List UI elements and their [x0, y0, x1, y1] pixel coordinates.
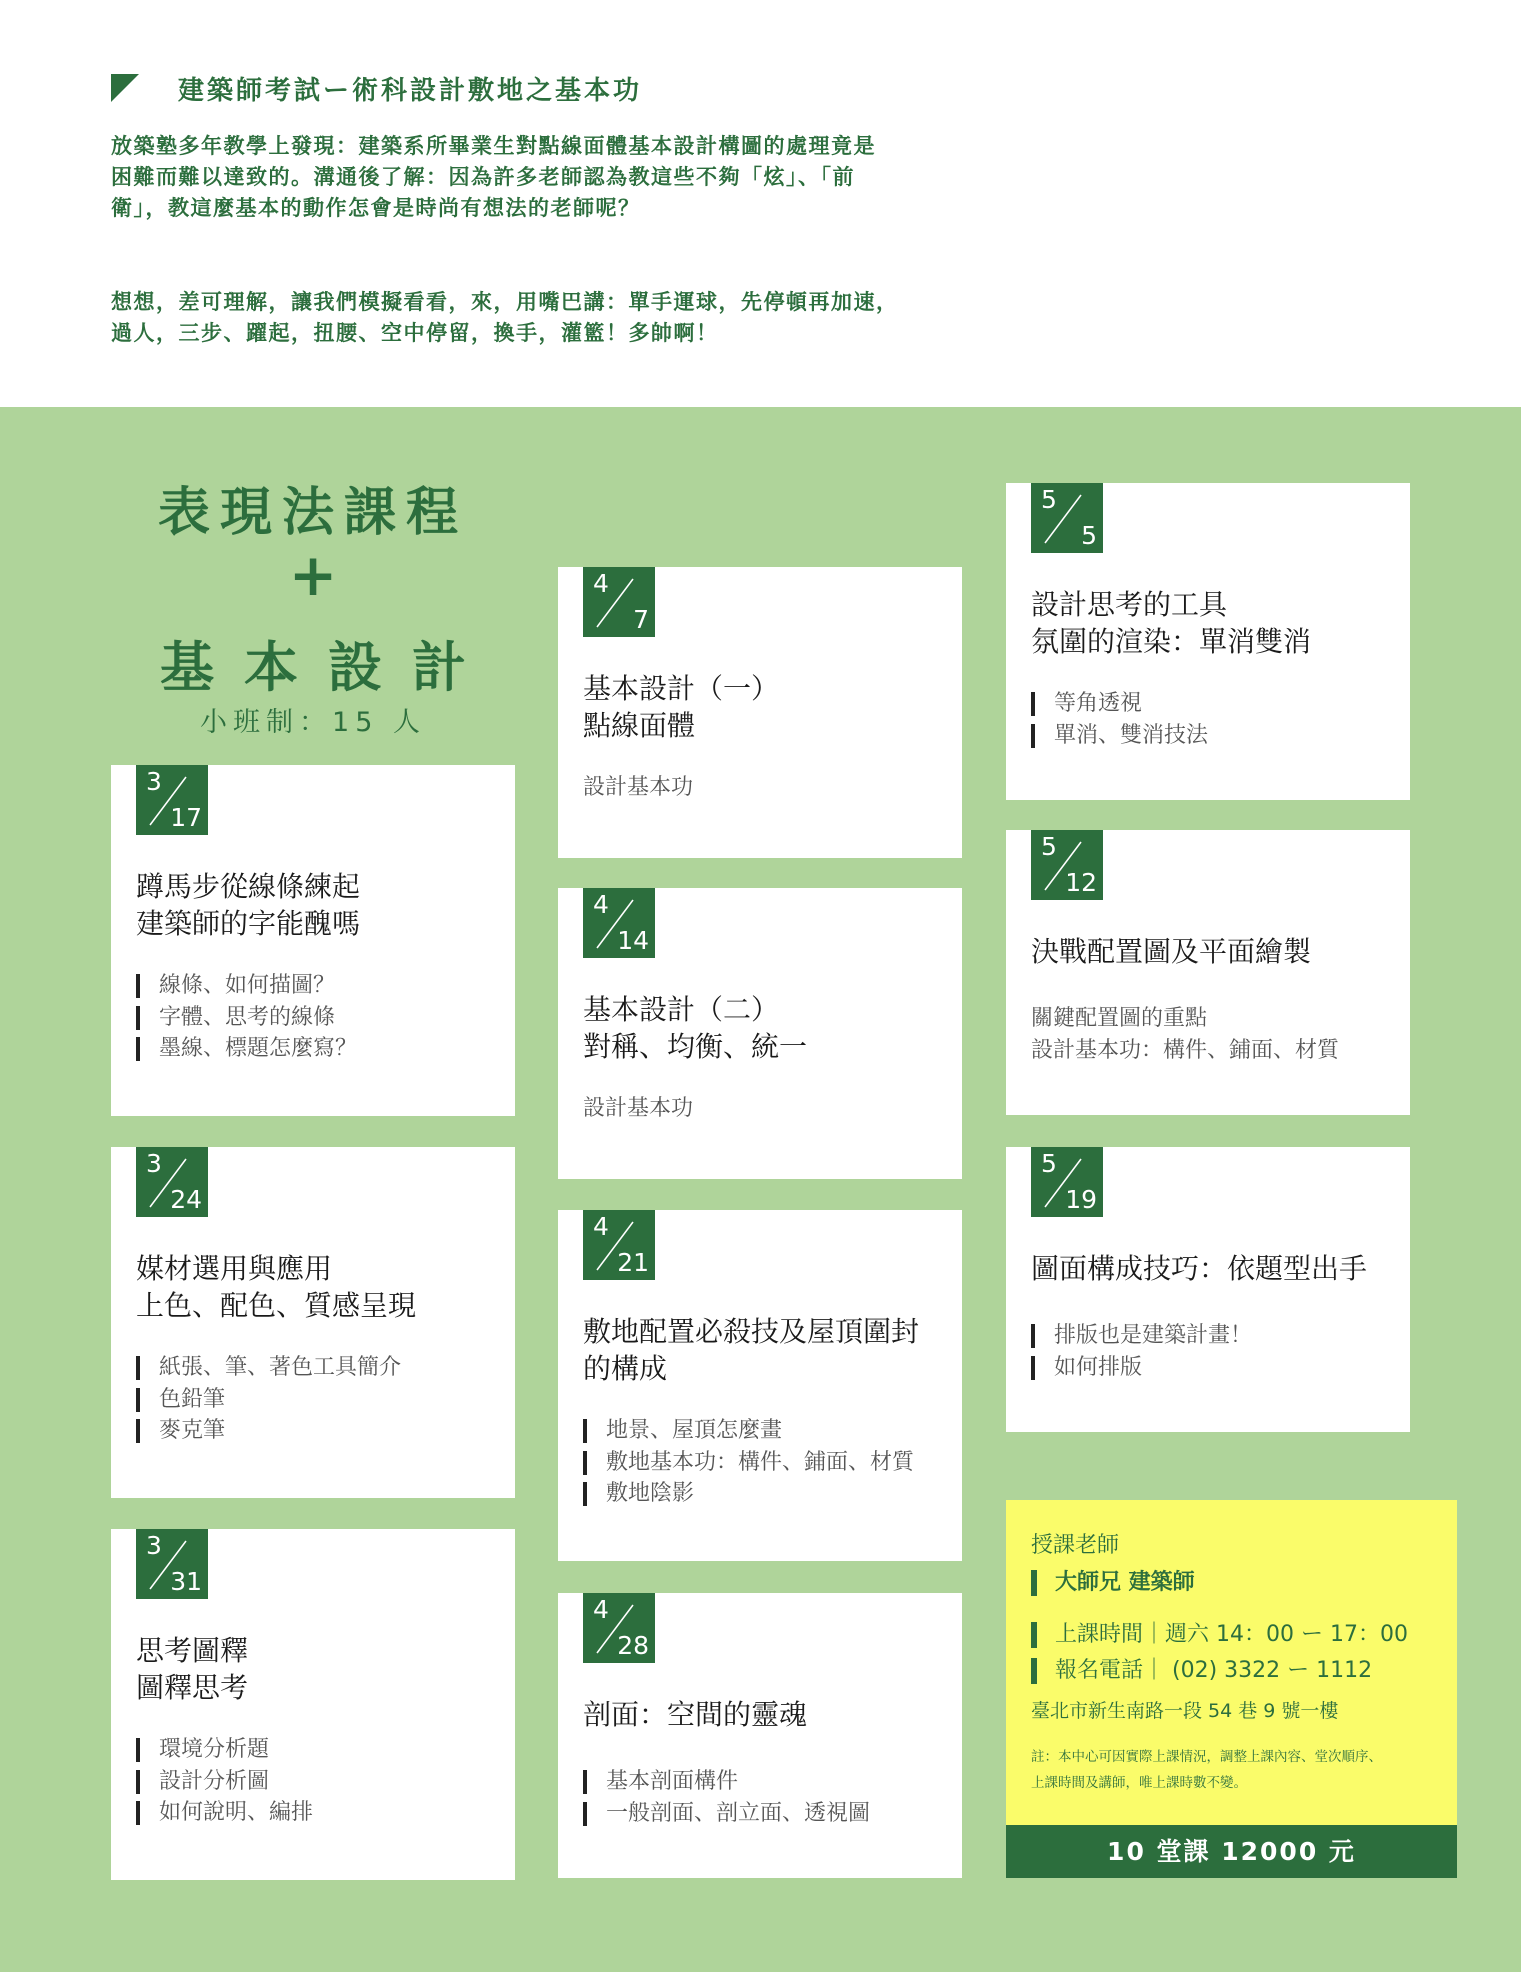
- class-size: 小班制：15 人: [200, 707, 426, 738]
- date-month: 3: [146, 767, 162, 796]
- course-title-line: 上色、配色、質感呈現: [136, 1289, 417, 1322]
- date-day: 17: [170, 803, 202, 832]
- date-badge: [1031, 830, 1103, 900]
- course-title-line: 基本設計（二）: [583, 993, 780, 1026]
- hero-title-2: 基本設計: [160, 635, 496, 699]
- course-topic: 墨線、標題怎麼寫？: [136, 1037, 503, 1061]
- course-topics: [583, 1093, 950, 1125]
- course-title: [136, 1632, 503, 1706]
- hero-plus: +: [288, 541, 338, 609]
- date-month: 4: [593, 569, 609, 598]
- date-day: 7: [633, 605, 649, 634]
- intro-p1-line: 衛」，教這麼基本的動作怎會是時尚有想法的老師呢？: [111, 195, 641, 220]
- course-title: [583, 670, 950, 744]
- class-time: 上課時間｜週六 14：00 ー 17：00: [1031, 1622, 1408, 1648]
- course-topics: [136, 1738, 503, 1833]
- date-badge: [136, 1529, 208, 1599]
- course-topics: [583, 772, 950, 804]
- date-badge: [583, 1210, 655, 1280]
- course-title: [1031, 586, 1398, 660]
- note-line: 上課時間及講師，唯上課時數不變。: [1031, 1775, 1247, 1791]
- date-badge: [1031, 483, 1103, 553]
- course-title-line: 基本設計（一）: [583, 672, 780, 705]
- course-title-line: 敷地配置必殺技及屋頂圍封: [583, 1315, 920, 1348]
- date-day: 12: [1065, 868, 1097, 897]
- date-badge: [1031, 1147, 1103, 1217]
- course-card: [111, 765, 515, 1116]
- course-title-line: 氛圍的渲染：單消雙消: [1031, 625, 1312, 658]
- course-card: [111, 1529, 515, 1880]
- course-title-line: 點線面體: [583, 709, 696, 742]
- price-banner: 10 堂課 12000 元: [1006, 1825, 1457, 1878]
- course-topic: 紙張、筆、著色工具簡介: [136, 1356, 503, 1380]
- date-badge: [136, 1147, 208, 1217]
- course-topic: 排版也是建築計畫！: [1031, 1324, 1398, 1348]
- course-title: [136, 1250, 503, 1324]
- course-card: [111, 1147, 515, 1498]
- phone: 報名電話｜ (02) 3322 ー 1112: [1031, 1658, 1372, 1684]
- course-topic: 如何排版: [1031, 1356, 1398, 1380]
- course-title: [583, 1313, 950, 1387]
- intro-paragraph-1: [111, 130, 1011, 223]
- course-topics: [1031, 1003, 1398, 1066]
- date-badge: [136, 765, 208, 835]
- date-month: 5: [1041, 832, 1057, 861]
- course-topic: 設計基本功: [583, 1096, 694, 1121]
- date-month: 4: [593, 890, 609, 919]
- date-month: 4: [593, 1595, 609, 1624]
- course-topics: [1031, 1324, 1398, 1387]
- course-topic: 設計基本功：構件、鋪面、材質: [1031, 1037, 1340, 1063]
- date-day: 21: [617, 1248, 649, 1277]
- date-day: 19: [1065, 1185, 1097, 1214]
- course-title-line: 決戰配置圖及平面繪製: [1031, 935, 1312, 968]
- course-title-line: 對稱、均衡、統一: [583, 1030, 808, 1063]
- course-topic: 單消、雙消技法: [1031, 724, 1398, 748]
- course-title: [1031, 933, 1398, 970]
- note-line: 註：本中心可因實際上課情況，調整上課內容、堂次順序、: [1031, 1749, 1382, 1765]
- course-card: [1006, 1147, 1410, 1432]
- course-title-line: 設計思考的工具: [1031, 588, 1228, 621]
- date-badge: [583, 888, 655, 958]
- date-day: 28: [617, 1631, 649, 1660]
- course-card: [558, 888, 962, 1179]
- course-title-line: 思考圖釋: [136, 1634, 249, 1667]
- course-topic: 麥克筆: [136, 1419, 503, 1443]
- course-topic: 色鉛筆: [136, 1388, 503, 1412]
- intro-paragraph-2: [111, 286, 1011, 348]
- course-topics: [1031, 692, 1398, 755]
- course-title-line: 圖釋思考: [136, 1671, 249, 1704]
- flag-icon: [111, 74, 139, 102]
- course-topic: 線條、如何描圖？: [136, 974, 503, 998]
- date-day: 14: [617, 926, 649, 955]
- course-title-line: 的構成: [583, 1352, 668, 1385]
- course-title-line: 剖面：空間的靈魂: [583, 1698, 808, 1731]
- date-day: 24: [170, 1185, 202, 1214]
- teacher-label: 授課老師: [1031, 1533, 1120, 1558]
- date-day: 5: [1081, 521, 1097, 550]
- hero-title-1: 表現法課程: [157, 482, 468, 543]
- course-topic: 一般剖面、剖立面、透視圖: [583, 1802, 950, 1826]
- course-title: [583, 1696, 950, 1733]
- course-topic: 等角透視: [1031, 692, 1398, 716]
- course-topic: 環境分析題: [136, 1738, 503, 1762]
- course-topic: 敷地基本功：構件、鋪面、材質: [583, 1451, 950, 1475]
- date-month: 3: [146, 1149, 162, 1178]
- course-topics: [583, 1419, 950, 1514]
- intro-title: 建築師考試ー術科設計敷地之基本功: [178, 76, 643, 106]
- course-card: [558, 1593, 962, 1878]
- info-box: [1006, 1500, 1457, 1825]
- course-topic: 關鍵配置圖的重點: [1031, 1006, 1208, 1031]
- course-title: [136, 868, 503, 942]
- intro-p1-line: 放築塾多年教學上發現：建築系所畢業生對點線面體基本設計構圖的處理竟是: [111, 133, 876, 158]
- course-title-line: 媒材選用與應用: [136, 1252, 333, 1285]
- note: [1031, 1744, 1382, 1796]
- course-topic: 敷地陰影: [583, 1482, 950, 1506]
- intro-p1-line: 困難而難以達致的。溝通後了解：因為許多老師認為教這些不夠「炫」、「前: [111, 164, 855, 189]
- intro-section: [0, 0, 1521, 407]
- date-badge: [583, 1593, 655, 1663]
- course-title-line: 建築師的字能醜嗎: [136, 907, 361, 940]
- course-topic: 地景、屋頂怎麼畫: [583, 1419, 950, 1443]
- course-card: [558, 1210, 962, 1561]
- date-month: 5: [1041, 1149, 1057, 1178]
- course-topic: 設計分析圖: [136, 1770, 503, 1794]
- course-topics: [136, 1356, 503, 1451]
- date-day: 31: [170, 1567, 202, 1596]
- course-card: [1006, 483, 1410, 800]
- date-month: 3: [146, 1531, 162, 1560]
- course-card: [1006, 830, 1410, 1115]
- course-title: [1031, 1250, 1398, 1287]
- course-topic: 如何說明、編排: [136, 1801, 503, 1825]
- course-title-line: 圖面構成技巧：依題型出手: [1031, 1252, 1368, 1285]
- date-badge: [583, 567, 655, 637]
- address: 臺北市新生南路一段 54 巷 9 號一樓: [1031, 1700, 1339, 1722]
- date-month: 5: [1041, 485, 1057, 514]
- course-topic: 基本剖面構件: [583, 1770, 950, 1794]
- course-title-line: 蹲馬步從線條練起: [136, 870, 361, 903]
- course-card: [558, 567, 962, 858]
- intro-p2-line: 過人，三步、躍起，扭腰、空中停留，換手，灌籃！多帥啊！: [111, 320, 719, 345]
- course-topics: [136, 974, 503, 1069]
- course-topic: 設計基本功: [583, 775, 694, 800]
- course-topics: [583, 1770, 950, 1833]
- course-topic: 字體、思考的線條: [136, 1006, 503, 1030]
- intro-p2-line: 想想，差可理解，讓我們模擬看看，來，用嘴巴講：單手運球，先停頓再加速，: [111, 289, 899, 314]
- course-title: [583, 991, 950, 1065]
- teacher-name: 大師兄 建築師: [1031, 1570, 1195, 1596]
- date-month: 4: [593, 1212, 609, 1241]
